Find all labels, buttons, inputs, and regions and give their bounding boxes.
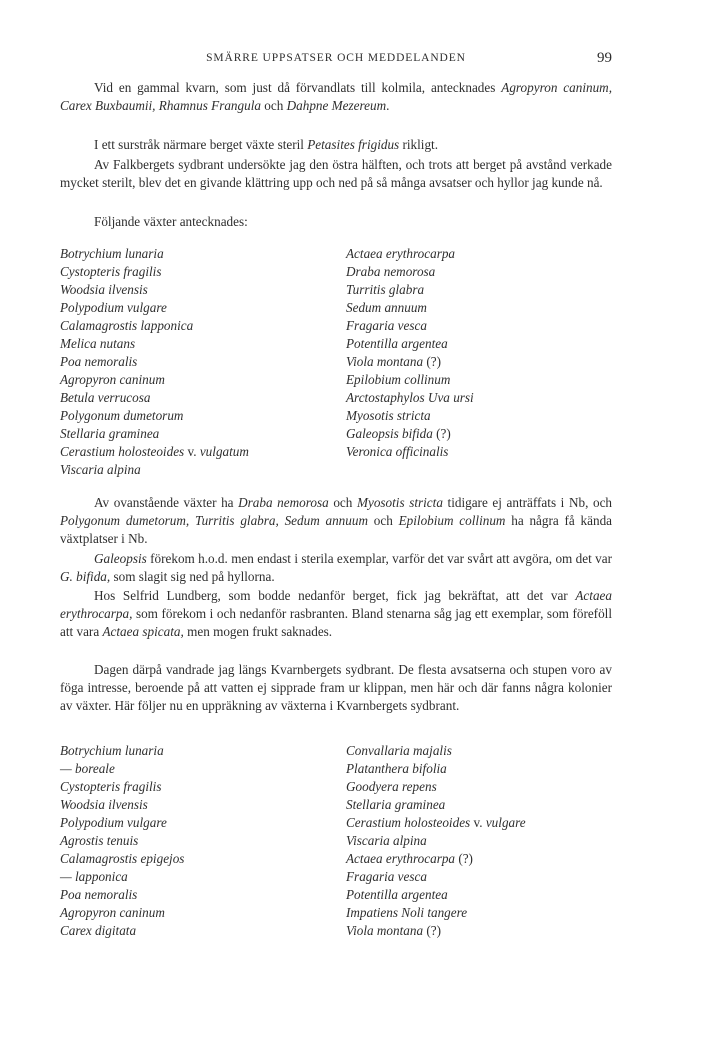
- paragraph-old-mill: Vid en gammal kvarn, som just då förvandlats till kolmila, antecknades Agropyron caninum, Carex Buxbaumii, Rhamnus Frangula och Dahpne Mezereum.: [60, 80, 613, 113]
- species-list-item: Viscaria alpina: [60, 462, 141, 477]
- page-number: 99: [597, 50, 612, 66]
- species-list-item: Viola montana (?): [346, 354, 441, 369]
- species-list-item: Galeopsis bifida (?): [346, 426, 451, 441]
- paragraph-new-finds: Av ovanstående växter ha Draba nemorosa och Myosotis stricta tidigare ej anträffats i Nb, och Polygonum dumetorum, Turritis glabra, Sedum annuum och Epilobium collinum ha några få kända växtplatser i Nb.: [60, 495, 613, 546]
- species-list-item: Botrychium lunaria: [60, 246, 164, 261]
- species-list-item: Viscaria alpina: [346, 833, 427, 848]
- species-list-item: Sedum annuum: [346, 300, 427, 315]
- species-list-item: Potentilla argentea: [346, 336, 448, 351]
- species-list-item: Woodsia ilvensis: [60, 797, 148, 812]
- species-name: Petasites frigidus: [307, 137, 400, 152]
- species-list-item: Polygonum dumetorum: [60, 408, 184, 423]
- species-name: Actaea spicata,: [102, 624, 184, 639]
- species-name: Dahpne Mezereum: [286, 98, 387, 113]
- species-list-item: Stellaria graminea: [346, 797, 446, 812]
- species-column-left: [60, 742, 184, 940]
- species-list-item: Viola montana (?): [346, 923, 441, 938]
- species-list-item: Melica nutans: [60, 336, 136, 351]
- species-list-item: Calamagrostis epigejos: [60, 851, 185, 866]
- paragraph-falkberget: Av Falkbergets sydbrant undersökte jag den östra hälften, och trots att berget på avstånd verkade mycket sterilt, blev det en givande klättring upp och ned på så många avsatser och hyllor jag kunde nå.: [60, 157, 612, 190]
- page-header: [60, 50, 612, 70]
- species-list-item: Platanthera bifolia: [346, 761, 447, 776]
- species-list-item: Agrostis tenuis: [60, 833, 139, 848]
- species-name: Galeopsis: [94, 551, 147, 566]
- species-list-item: Fragaria vesca: [346, 869, 427, 884]
- species-list-item: — boreale: [60, 761, 115, 776]
- species-list-item: Actaea erythrocarpa (?): [346, 851, 473, 866]
- species-list-item: — lapponica: [60, 869, 128, 884]
- paragraph-list-intro: Följande växter antecknades:: [94, 214, 248, 229]
- species-list-item: Potentilla argentea: [346, 887, 448, 902]
- species-list-item: Carex digitata: [60, 923, 137, 938]
- species-list-item: Woodsia ilvensis: [60, 282, 148, 297]
- species-list-item: Cerastium holosteoides v. vulgatum: [60, 444, 249, 459]
- species-list-item: Arctostaphylos Uva ursi: [346, 390, 474, 405]
- species-list-item: Turritis glabra: [346, 282, 425, 297]
- species-list-item: Impatiens Noli tangere: [346, 905, 468, 920]
- paragraph-lundberg: Hos Selfrid Lundberg, som bodde nedanför berget, fick jag bekräftat, att det var Actaea erythrocarpa, som förekom i och nedanför rasbranten. Bland stenarna såg jag ett exemplar, som föreföll att vara Actaea spicata, men mogen frukt saknades.: [60, 588, 612, 639]
- paragraph-petasites: I ett surstråk närmare berget växte steril Petasites frigidus rikligt.: [94, 137, 439, 152]
- species-list-item: Actaea erythrocarpa: [346, 246, 456, 261]
- species-list-item: Epilobium collinum: [346, 372, 451, 387]
- species-list-item: Myosotis stricta: [346, 408, 431, 423]
- paragraph-kvarnberget: Dagen därpå vandrade jag längs Kvarnbergets sydbrant. De flesta avsatserna och stupen voro av föga intresse, beroende på att vatten ej sipprade fram ur klippan, men här och där fanns några kolonier av växter. Här följer nu en uppräkning av växterna i Kvarnbergets sydbrant.: [60, 662, 612, 713]
- species-list-item: Betula verrucosa: [60, 390, 151, 405]
- species-name: Actaea erythrocarpa,: [60, 588, 612, 621]
- species-list-item: Botrychium lunaria: [60, 743, 164, 758]
- species-list-item: Cerastium holosteoides v. vulgare: [346, 815, 526, 830]
- species-list-item: Cystopteris fragilis: [60, 779, 162, 794]
- species-column-right: [346, 742, 526, 940]
- species-list-item: Convallaria majalis: [346, 743, 452, 758]
- species-name: Myosotis stricta: [356, 495, 443, 510]
- species-list-item: Stellaria graminea: [60, 426, 160, 441]
- species-list-item: Fragaria vesca: [346, 318, 427, 333]
- species-list-item: Goodyera repens: [346, 779, 437, 794]
- species-name: Agropyron caninum, Carex Buxbaumii, Rhamnus Frangula: [60, 80, 613, 113]
- species-name: Epilobium collinum: [398, 513, 506, 528]
- running-title: SMÄRRE UPPSATSER OCH MEDDELANDEN: [206, 52, 466, 64]
- species-list-item: Polypodium vulgare: [60, 300, 167, 315]
- paragraph-galeopsis: Galeopsis förekom h.o.d. men endast i sterila exemplar, varför det var svårt att avgöra, om det var G. bifida, som slagit sig ned på hyllorna.: [60, 551, 612, 584]
- species-list-item: Poa nemoralis: [60, 887, 138, 902]
- species-list-item: Draba nemorosa: [346, 264, 436, 279]
- species-list-item: Poa nemoralis: [60, 354, 138, 369]
- species-list-item: Cystopteris fragilis: [60, 264, 162, 279]
- species-list-item: Agropyron caninum: [60, 372, 165, 387]
- species-name: Draba nemorosa: [238, 495, 329, 510]
- species-list-item: Polypodium vulgare: [60, 815, 167, 830]
- species-list-item: Veronica officinalis: [346, 444, 449, 459]
- species-column-right: [346, 245, 474, 461]
- species-list-item: Agropyron caninum: [60, 905, 165, 920]
- species-column-left: [60, 245, 249, 479]
- species-list-item: Calamagrostis lapponica: [60, 318, 194, 333]
- species-name: Polygonum dumetorum, Turritis glabra, Sedum annuum: [60, 513, 368, 528]
- species-name: G. bifida,: [60, 569, 111, 584]
